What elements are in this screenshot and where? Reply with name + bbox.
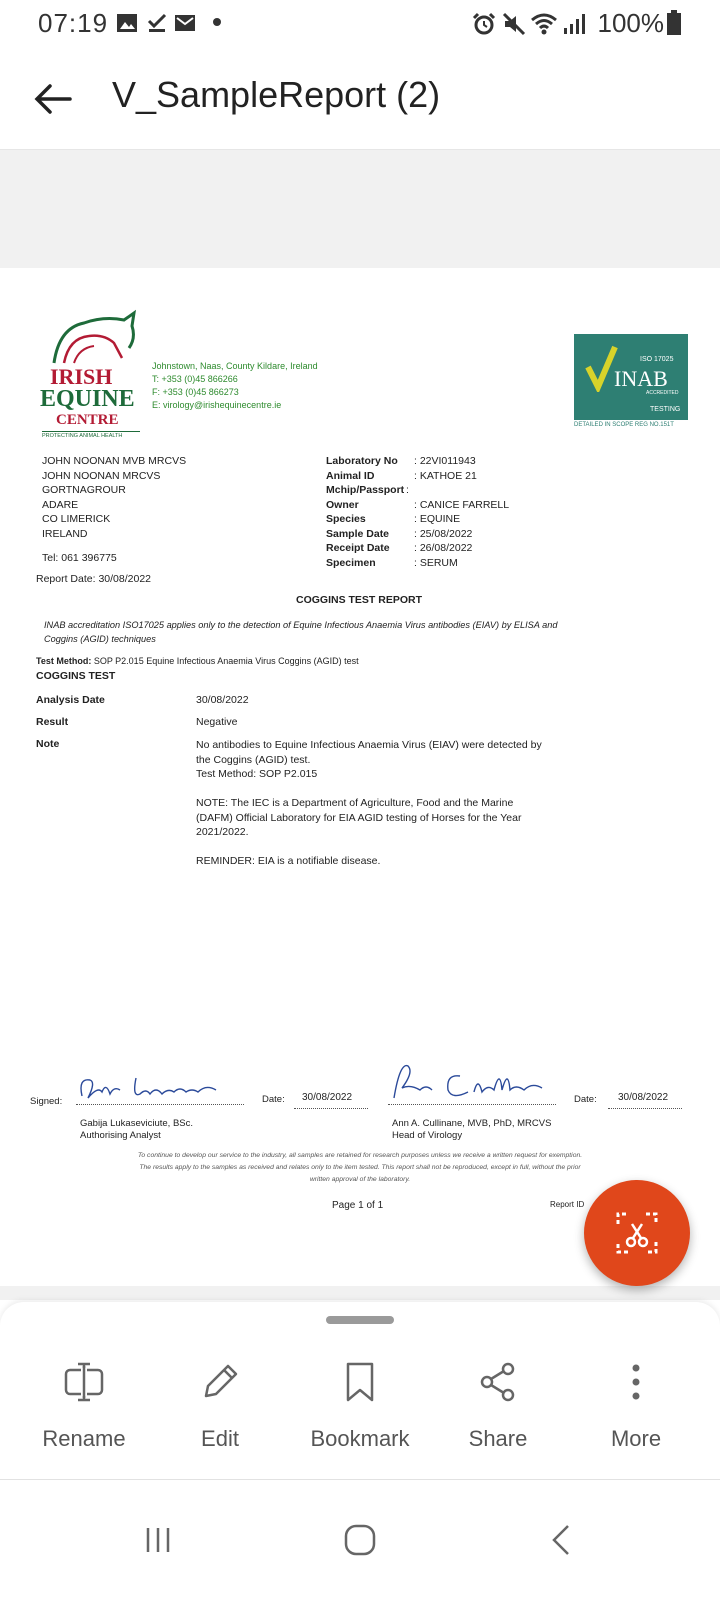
page-number: Page 1 of 1 — [332, 1200, 384, 1211]
detail-label: Receipt Date — [326, 542, 390, 554]
contact-fax: F: +353 (0)45 866273 — [152, 387, 239, 397]
recent-apps-icon[interactable] — [138, 1520, 178, 1560]
address-line: JOHN NOONAN MVB MRCVS — [42, 455, 187, 467]
edit-button[interactable] — [150, 1360, 290, 1470]
inab-accredited: ACCREDITED — [646, 390, 679, 396]
share-icon — [476, 1360, 520, 1404]
inab-badge — [574, 334, 688, 420]
more-label: More — [610, 1426, 662, 1451]
date-line-1 — [294, 1108, 368, 1109]
detail-value: : — [406, 484, 409, 496]
note-label: Note — [36, 738, 60, 750]
footer-line: To continue to develop our service to the industry, all samples are retained for research purposes unless we receive a written request for exemption. — [137, 1152, 583, 1159]
analysis-date-value: 30/08/2022 — [196, 694, 249, 706]
date-line-2 — [608, 1108, 682, 1109]
footer-line: The results apply to the samples as received and relates only to the item tested. This report shall not be reproduced, except in full, without the prior — [139, 1164, 581, 1171]
bookmark-icon — [338, 1360, 382, 1404]
note-spacer — [196, 782, 542, 797]
address-line: IRELAND — [42, 527, 88, 540]
home-icon[interactable] — [340, 1520, 380, 1560]
signer-1-name: Gabija Lukaseviciute, BSc. — [80, 1118, 194, 1129]
bottom-action-sheet — [0, 1302, 720, 1480]
recipient-tel: Tel: 061 396775 — [42, 552, 117, 564]
address-line: ADARE — [42, 498, 79, 511]
share-button[interactable] — [428, 1360, 568, 1470]
detail-value: : SERUM — [414, 556, 458, 569]
recipient-address — [42, 454, 186, 541]
signer-1-role: Authorising Analyst — [80, 1130, 161, 1141]
detail-value: : CANICE FARRELL — [414, 498, 510, 511]
report-id-label: Report ID — [550, 1200, 585, 1209]
detail-value: : KATHOE 21 — [414, 469, 477, 482]
status-time: 07:19 — [38, 8, 109, 38]
detail-row — [326, 454, 509, 469]
signer-2-date: 30/08/2022 — [618, 1092, 669, 1103]
detail-value: : EQUINE — [414, 513, 461, 525]
note-line: (DAFM) Official Laboratory for EIA AGID testing of Horses for the Year — [196, 811, 522, 824]
detail-label: Laboratory No — [326, 455, 398, 467]
detail-row — [326, 483, 509, 498]
report-date: Report Date: 30/08/2022 — [36, 573, 151, 585]
wifi-icon — [530, 12, 560, 36]
capture-scan-fab[interactable] — [584, 1180, 690, 1286]
result-value: Negative — [196, 716, 238, 728]
sample-details — [326, 454, 509, 570]
report-page — [0, 268, 720, 1286]
detail-row — [326, 527, 509, 542]
inab-note-line: INAB accreditation ISO17025 applies only to the detection of Equine Infectious Anaemia Virus antibodies (EIAV) by ELISA and — [44, 620, 558, 630]
mute-icon — [502, 12, 526, 36]
signed-label: Signed: — [30, 1096, 63, 1107]
footer-line: written approval of the laboratory. — [309, 1176, 411, 1183]
rename-icon — [62, 1360, 106, 1404]
signer-2-name: Ann A. Cullinane, MVB, PhD, MRCVS — [392, 1118, 552, 1129]
contact-address: Johnstown, Naas, County Kildare, Ireland — [152, 361, 318, 371]
note-spacer — [196, 840, 542, 855]
report-title: COGGINS TEST REPORT — [296, 594, 423, 606]
logo-text-centre: CENTRE — [56, 412, 119, 428]
address-line: GORTNAGROUR — [42, 484, 126, 496]
status-bar — [0, 0, 720, 48]
logo-text-equine: EQUINE — [40, 386, 135, 412]
rename-label: Rename — [42, 1426, 126, 1451]
section-title: COGGINS TEST — [36, 670, 116, 682]
signature-1-image — [76, 1068, 246, 1108]
more-vertical-icon — [614, 1360, 658, 1404]
note-line: 2021/2022. — [196, 826, 249, 838]
note-line: Test Method: SOP P2.015 — [196, 768, 318, 780]
system-navigation-bar — [0, 1480, 720, 1600]
note-line: the Coggins (AGID) test. — [196, 753, 311, 766]
signer-1-date: 30/08/2022 — [302, 1092, 353, 1103]
detail-row — [326, 541, 509, 556]
more-button[interactable] — [566, 1360, 706, 1470]
mail-notification-icon — [174, 12, 198, 34]
document-viewer[interactable] — [0, 150, 720, 1300]
app-bar — [0, 48, 720, 150]
signal-icon — [562, 12, 586, 36]
note-line: NOTE: The IEC is a Department of Agriculture, Food and the Marine — [196, 797, 514, 809]
detail-label: Owner — [326, 498, 359, 511]
share-label: Share — [468, 1426, 528, 1451]
inab-name: INAB — [614, 366, 668, 391]
inab-note — [44, 618, 557, 646]
inab-iso: ISO 17025 — [640, 356, 674, 363]
report-footer — [40, 1150, 680, 1186]
signer-1 — [80, 1118, 193, 1142]
bookmark-label: Bookmark — [310, 1426, 410, 1451]
battery-percentage: 100% — [597, 8, 664, 38]
date-label-2: Date: — [574, 1094, 597, 1105]
back-arrow-icon[interactable] — [30, 76, 76, 122]
signer-2-role: Head of Virology — [392, 1130, 463, 1141]
horse-logo-icon — [44, 308, 144, 368]
test-method — [36, 656, 359, 666]
detail-label: Animal ID — [326, 469, 375, 482]
detail-row — [326, 556, 509, 571]
signature-1-line — [76, 1104, 244, 1105]
contact-block — [152, 360, 318, 412]
note-line: No antibodies to Equine Infectious Anaemia Virus (EIAV) were detected by — [196, 739, 542, 751]
note-text — [196, 738, 542, 869]
more-notifications-dot-icon — [212, 17, 222, 27]
pencil-icon — [198, 1360, 242, 1404]
detail-value: : 26/08/2022 — [414, 542, 473, 554]
address-line: JOHN NOONAN MRCVS — [42, 469, 161, 482]
result-label: Result — [36, 716, 69, 728]
detail-label: Sample Date — [326, 527, 390, 540]
logo-text-irish: IRISH — [50, 364, 113, 389]
signature-2-line — [388, 1104, 556, 1105]
detail-value: : 25/08/2022 — [414, 527, 473, 540]
edit-label: Edit — [201, 1426, 239, 1451]
analysis-date-label: Analysis Date — [36, 694, 105, 706]
detail-label: Mchip/Passport — [326, 484, 405, 496]
signature-2-image — [390, 1058, 560, 1106]
detail-value: : 22VI011943 — [414, 455, 476, 467]
signer-2 — [392, 1118, 551, 1142]
detail-row — [326, 498, 509, 513]
download-done-icon — [146, 12, 168, 34]
detail-row — [326, 512, 509, 527]
scan-scissors-icon — [614, 1210, 660, 1256]
rename-button[interactable] — [14, 1360, 154, 1470]
test-method-label: Test Method: — [36, 656, 92, 666]
date-label-1: Date: — [262, 1094, 285, 1105]
contact-tel: T: +353 (0)45 866266 — [152, 374, 238, 384]
gallery-notification-icon — [116, 12, 138, 34]
inab-testing: TESTING — [650, 406, 681, 413]
document-title: V_SampleReport (2) — [112, 74, 441, 115]
back-nav-icon[interactable] — [542, 1520, 582, 1560]
test-method-value: SOP P2.015 Equine Infectious Anaemia Virus Coggins (AGID) test — [91, 656, 359, 666]
detail-row — [326, 469, 509, 484]
battery-icon — [666, 10, 682, 36]
inab-scope: DETAILED IN SCOPE REG NO.151T — [574, 422, 674, 428]
contact-email: E: virology@irishequinecentre.ie — [152, 400, 282, 410]
note-line: REMINDER: EIA is a notifiable disease. — [196, 855, 381, 867]
detail-label: Species — [326, 513, 366, 525]
address-line: CO LIMERICK — [42, 513, 111, 525]
bookmark-button[interactable] — [290, 1360, 430, 1470]
sheet-drag-handle[interactable] — [326, 1316, 394, 1324]
logo-tagline: PROTECTING ANIMAL HEALTH — [42, 431, 140, 439]
alarm-icon — [472, 12, 496, 36]
detail-label: Specimen — [326, 556, 376, 569]
inab-note-line: Coggins (AGID) techniques — [44, 634, 156, 644]
